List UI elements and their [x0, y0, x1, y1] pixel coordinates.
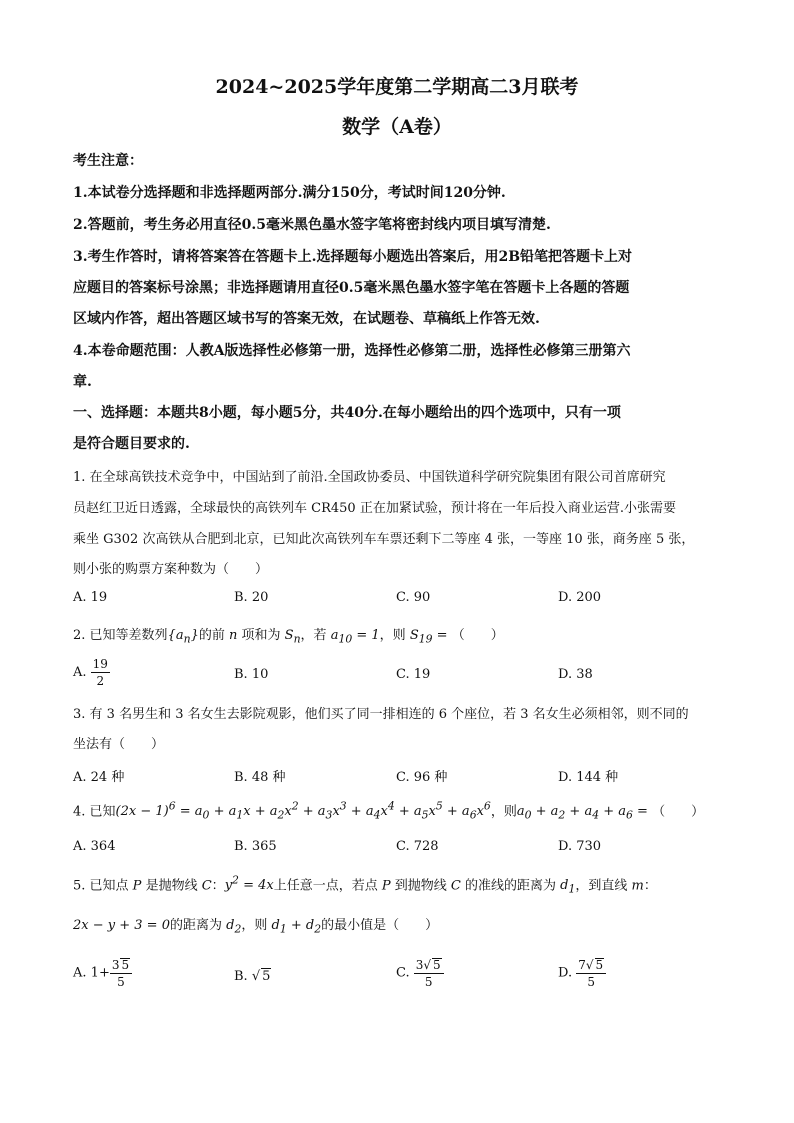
q1-option-a[interactable]: A. 19: [73, 590, 108, 605]
note-line: 应题目的答案标号涂黑；非选择题请用直径0.5毫米黑色墨水签字笔在答题卡上各题的答题: [73, 280, 630, 296]
note-line: 1.本试卷分选择题和非选择题两部分.满分150分，考试时间120分钟.: [73, 185, 506, 201]
note-line: 2.答题前，考生务必用直径0.5毫米黑色墨水签字笔将密封线内项目填写清楚.: [73, 217, 551, 233]
q5-option-a[interactable]: A. 1+ $\frac{3 5}{5}$: [73, 958, 132, 988]
q2-option-c[interactable]: C. 19: [396, 667, 431, 682]
section-heading-cont: 是符合题目要求的.: [73, 436, 190, 452]
exam-title: 2024~2025学年度第二学期高二3月联考: [215, 76, 579, 98]
fraction: $\frac{19}{2}$: [92, 657, 108, 688]
fraction: $\frac{7√ 5}{5}$: [576, 958, 606, 988]
fraction: $\frac{3 5}{5}$: [110, 958, 132, 988]
question-1-text: 员赵红卫近日透露，全球最快的高铁列车 CR450 正在加紧试验，预计将在一年后投入商业运营.小张需要: [73, 501, 676, 516]
q3-option-d[interactable]: D. 144 种: [558, 770, 619, 785]
q4-option-b[interactable]: B. 365: [234, 839, 277, 854]
notes-heading: 考生注意：: [73, 153, 143, 169]
q2-option-a[interactable]: A. $\frac{19}{2}$: [73, 657, 108, 688]
q1-option-d[interactable]: D. 200: [558, 590, 602, 605]
section-heading: 一、选择题：本题共8小题，每小题5分，共40分.在每小题给出的四个选项中，只有一项: [73, 405, 621, 421]
exam-subtitle: 数学（A卷）: [342, 116, 452, 138]
note-line: 4.本卷命题范围：人教A版选择性必修第一册，选择性必修第二册，选择性必修第三册第六: [73, 343, 631, 359]
q4-option-a[interactable]: A. 364: [73, 839, 116, 854]
note-line: 区域内作答，超出答题区域书写的答案无效，在试题卷、草稿纸上作答无效.: [73, 311, 540, 327]
question-3-text: 3. 有 3 名男生和 3 名女生去影院观影，他们买了同一排相连的 6 个座位，若 3 名女生必须相邻，则不同的: [73, 707, 689, 722]
q4-option-c[interactable]: C. 728: [396, 839, 439, 854]
question-5-text: 5. 已知点 P 是抛物线 C：$y^2 = 4x$上任意一点，若点 P 到抛物线 C 的准线的距离为 $d_1$，到直线 m：: [73, 874, 657, 896]
q4-option-d[interactable]: D. 730: [558, 839, 602, 854]
fraction: $\frac{3√ 5}{5}$: [414, 958, 444, 988]
question-5-text-cont: 2x − y + 3 = 0的距离为 $d_2$，则 $d_1 + d_2$的最小值是（ ）: [73, 918, 439, 936]
q5-option-b[interactable]: B. √ 5: [234, 969, 271, 984]
question-3-text: 坐法有（ ）: [73, 737, 165, 752]
q1-option-c[interactable]: C. 90: [396, 590, 431, 605]
question-4-text: 4. 已知$(2x - 1)^6 = a_0 + a_1x + a_2x^2 + a_3x^3 + a_4x^4 + a_5x^5 + a_6x^6$，则$a_0 + a_2 + a_4 + a_6$ = （ ）: [73, 800, 705, 822]
q5-option-d[interactable]: D. $\frac{7√ 5}{5}$: [558, 958, 606, 988]
question-1-text: 则小张的购票方案种数为（ ）: [73, 562, 269, 577]
question-1-text: 乘坐 G302 次高铁从合肥到北京，已知此次高铁列车车票还剩下二等座 4 张，一等座 10 张，商务座 5 张，: [73, 532, 695, 547]
q3-option-c[interactable]: C. 96 种: [396, 770, 448, 785]
q1-option-b[interactable]: B. 20: [234, 590, 269, 605]
note-line: 章.: [73, 374, 92, 390]
q2-option-d[interactable]: D. 38: [558, 667, 593, 682]
q3-option-b[interactable]: B. 48 种: [234, 770, 286, 785]
question-1-text: 1. 在全球高铁技术竞争中，中国站到了前沿.全国政协委员、中国铁道科学研究院集团有限公司首席研究: [73, 470, 666, 485]
q5-option-c[interactable]: C. $\frac{3√ 5}{5}$: [396, 958, 444, 988]
note-line: 3.考生作答时，请将答案答在答题卡上.选择题每小题选出答案后，用2B铅笔把答题卡上对: [73, 249, 633, 265]
q3-option-a[interactable]: A. 24 种: [73, 770, 125, 785]
q2-option-b[interactable]: B. 10: [234, 667, 269, 682]
question-2-text: 2. 已知等差数列$\{a_n\}$的前 n 项和为 $S_n$，若 $a_{10} = 1$，则 $S_{19}$ = （ ）: [73, 628, 504, 646]
